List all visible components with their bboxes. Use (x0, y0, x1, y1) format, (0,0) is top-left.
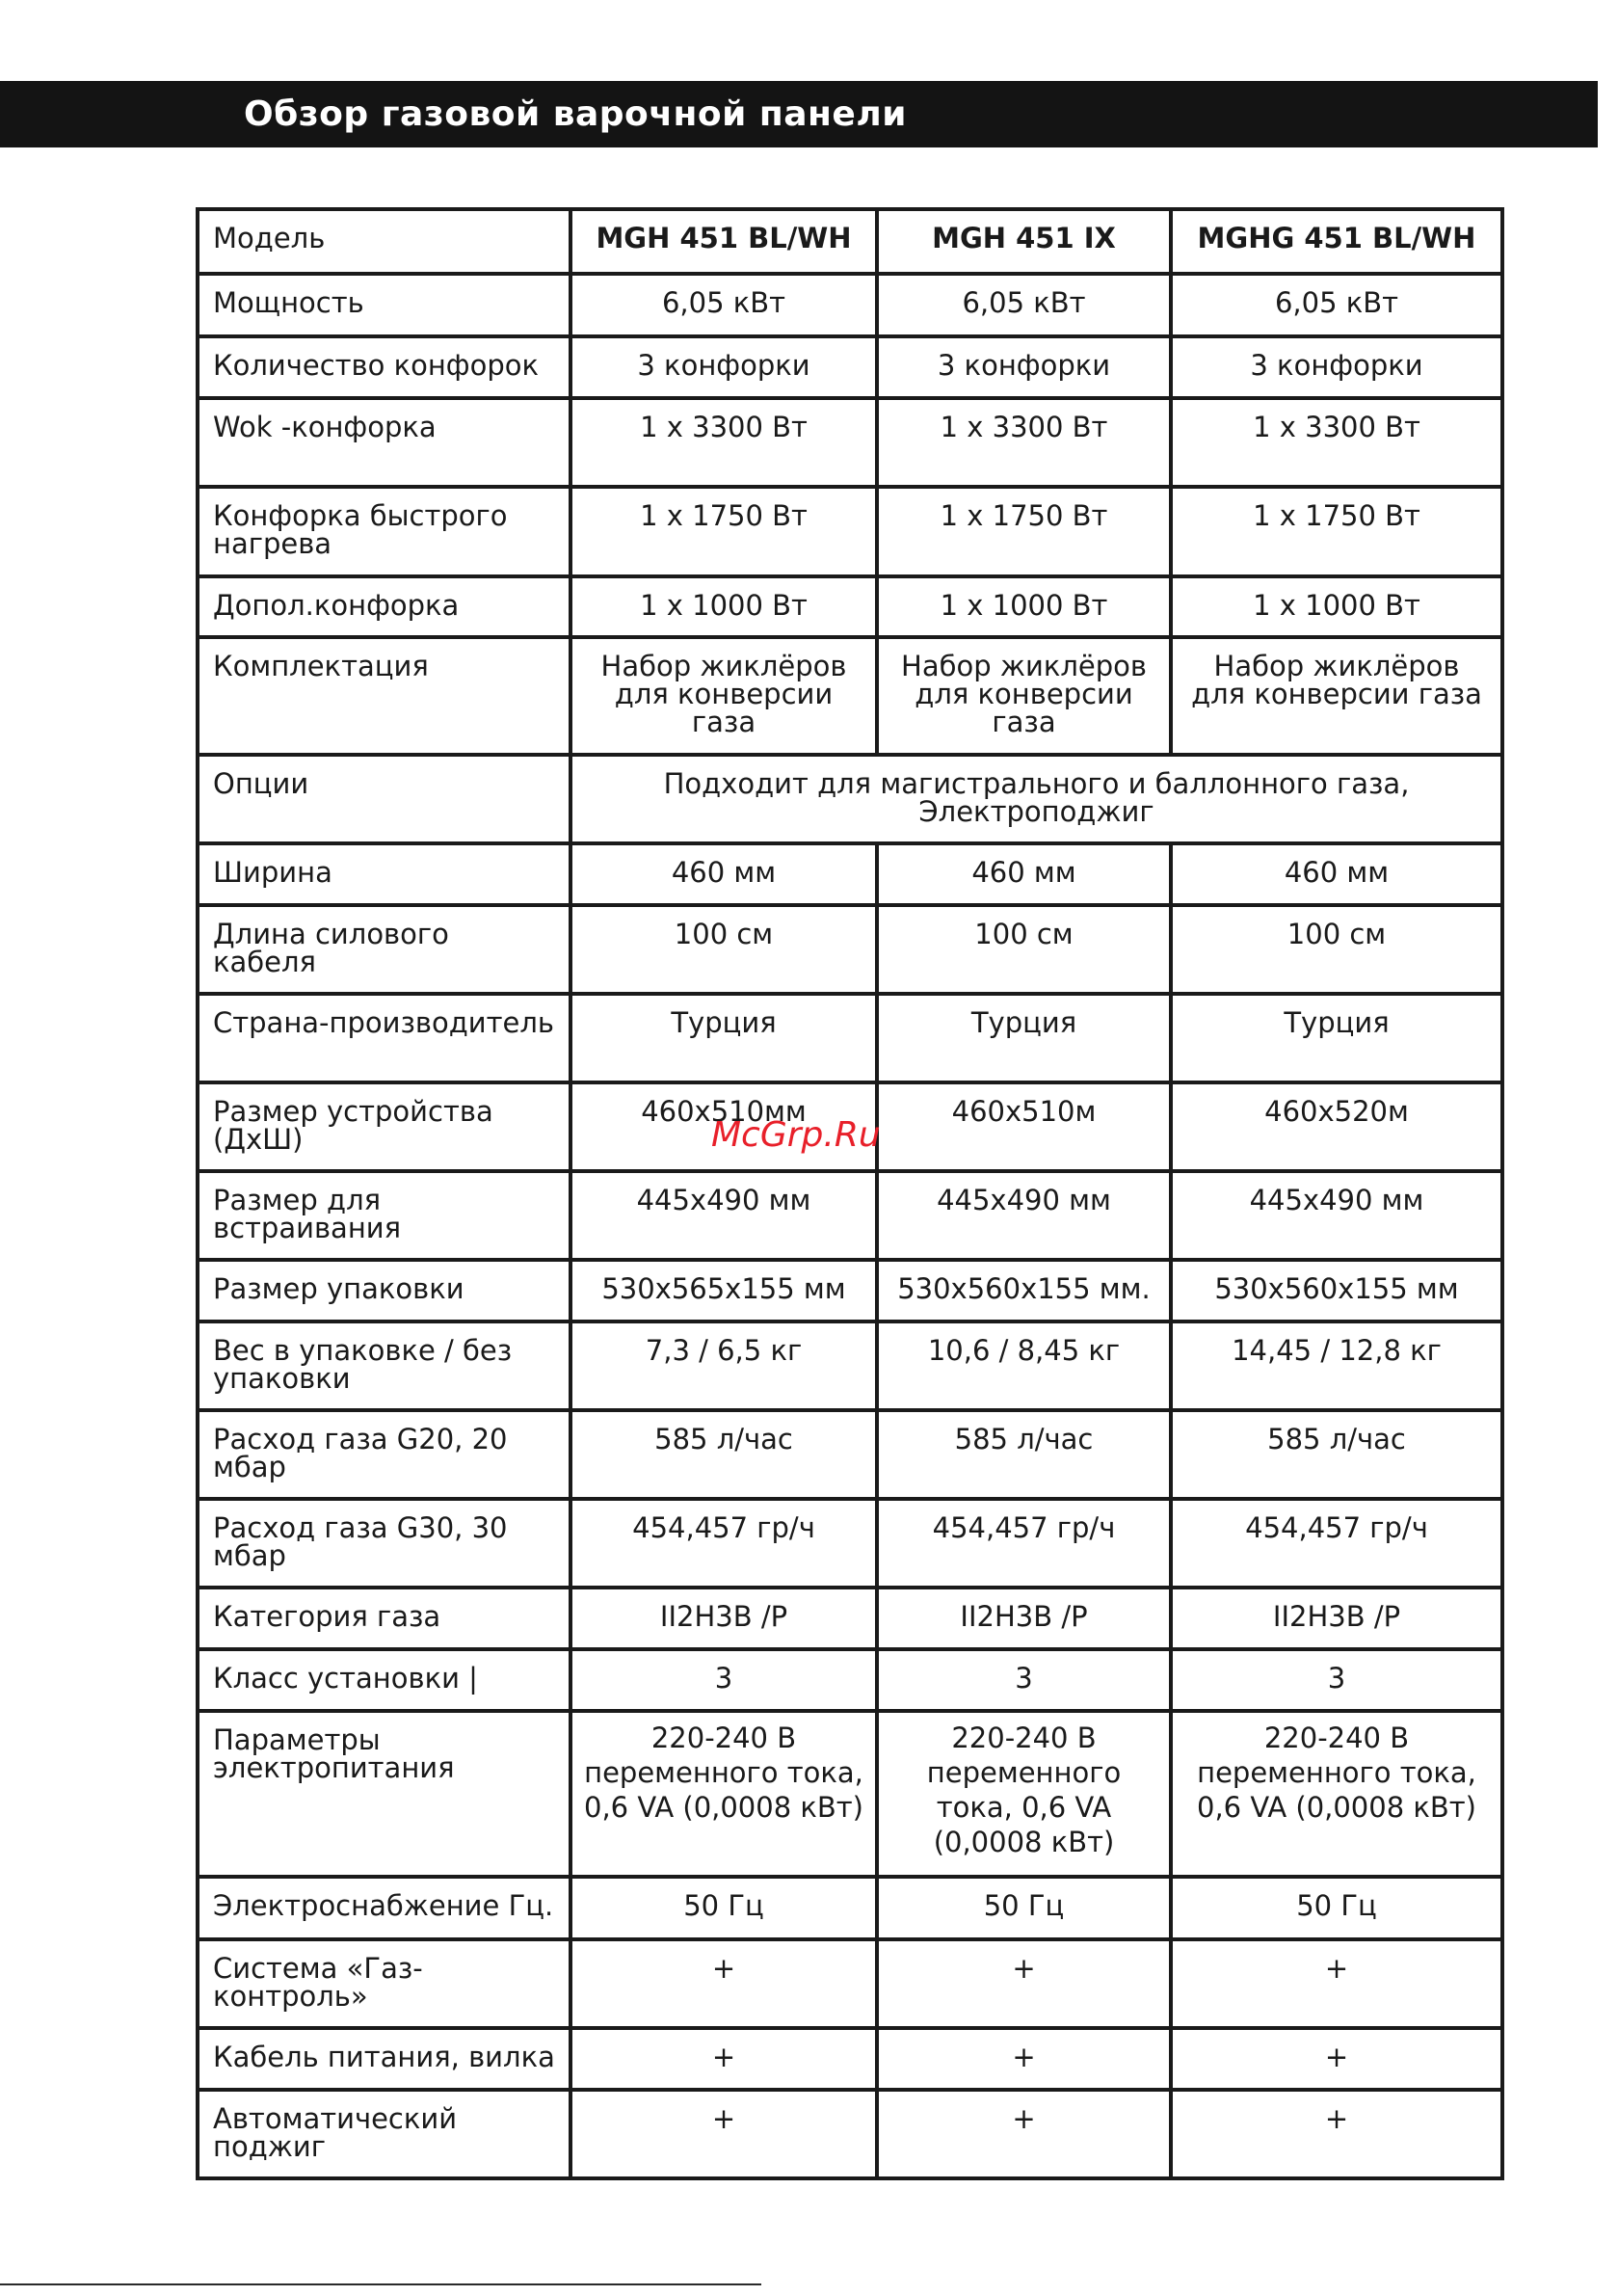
cell-value: + (570, 2028, 877, 2090)
cell-value: 1 x 1000 Вт (877, 576, 1171, 637)
table-row (198, 1171, 1502, 1260)
cell-value: 3 конфорки (877, 336, 1171, 398)
row-label: Расход газа G30, 30 мбар (198, 1499, 570, 1588)
cell-value: 50 Гц (1171, 1877, 1502, 1939)
row-label: Электроснабжение Гц. (198, 1877, 570, 1939)
cell-value: 3 (1171, 1649, 1502, 1711)
cell-value: 3 (877, 1649, 1171, 1711)
cell-value: 454,457 гр/ч (1171, 1499, 1502, 1588)
cell-value: 100 см (1171, 905, 1502, 994)
cell-value: 460 мм (877, 843, 1171, 905)
cell-value: 1 x 1000 Вт (570, 576, 877, 637)
footer-divider (0, 2283, 761, 2285)
cell-value: II2H3B /P (877, 1588, 1171, 1649)
row-label: Вес в упаковке / без упаковки (198, 1322, 570, 1410)
cell-value: + (570, 2090, 877, 2178)
table-row (198, 2090, 1502, 2178)
cell-value: + (1171, 2028, 1502, 2090)
cell-value: + (877, 2028, 1171, 2090)
cell-value: 1 x 1750 Вт (1171, 487, 1502, 576)
row-label: Размер упаковки (198, 1260, 570, 1322)
cell-value: 1 x 1750 Вт (570, 487, 877, 576)
row-label: Опции (198, 755, 570, 843)
cell-value: 6,05 кВт (570, 274, 877, 336)
cell-value: 50 Гц (877, 1877, 1171, 1939)
cell-value-merged: Подходит для магистрального и баллонного газа, Электроподжиг (570, 755, 1502, 843)
table-row (198, 487, 1502, 576)
cell-value: 460 мм (570, 843, 877, 905)
row-label: Мощность (198, 274, 570, 336)
table-row (198, 1877, 1502, 1939)
watermark: McGrp.Ru (711, 1115, 881, 1155)
cell-value: 220-240 В переменного тока, 0,6 VA (0,0008 кВт) (1171, 1711, 1502, 1877)
cell-value: 6,05 кВт (877, 274, 1171, 336)
table-row (198, 1499, 1502, 1588)
table-row (198, 843, 1502, 905)
cell-value: Набор жиклёров для конверсии газа (877, 637, 1171, 755)
cell-value: Набор жиклёров для конверсии газа (570, 637, 877, 755)
cell-value: II2H3B /P (570, 1588, 877, 1649)
row-label: Класс установки | (198, 1649, 570, 1711)
cell-value: 3 конфорки (1171, 336, 1502, 398)
cell-value: 1 x 3300 Вт (570, 398, 877, 487)
row-label: Конфорка быстрого нагрева (198, 487, 570, 576)
table-row (198, 398, 1502, 487)
row-label: Страна-производитель (198, 994, 570, 1082)
cell-value: 100 см (570, 905, 877, 994)
cell-value: 585 л/час (1171, 1410, 1502, 1499)
spec-table (196, 207, 1504, 2180)
cell-value: 1 x 3300 Вт (877, 398, 1171, 487)
cell-value: Набор жиклёров для конверсии газа (1171, 637, 1502, 755)
table-row (198, 1939, 1502, 2028)
cell-value: + (877, 2090, 1171, 2178)
row-label: Кабель питания, вилка (198, 2028, 570, 2090)
table-row (198, 1322, 1502, 1410)
cell-value: II2H3B /P (1171, 1588, 1502, 1649)
cell-value: 530x560x155 мм (1171, 1260, 1502, 1322)
row-label: Ширина (198, 843, 570, 905)
cell-value: Турция (1171, 994, 1502, 1082)
cell-value: MGH 451 BL/WH (570, 209, 877, 274)
cell-value: 460 мм (1171, 843, 1502, 905)
row-label: Комплектация (198, 637, 570, 755)
row-label: Параметры электропитания (198, 1711, 570, 1877)
cell-value: + (877, 1939, 1171, 2028)
cell-value: 454,457 гр/ч (877, 1499, 1171, 1588)
row-label: Расход газа G20, 20 мбар (198, 1410, 570, 1499)
table-row (198, 994, 1502, 1082)
cell-value: 460x510мм (570, 1082, 877, 1171)
cell-value: 3 конфорки (570, 336, 877, 398)
table-row (198, 1588, 1502, 1649)
cell-value: Турция (570, 994, 877, 1082)
cell-value: 530x565x155 мм (570, 1260, 877, 1322)
row-label: Размер для встраивания (198, 1171, 570, 1260)
cell-value: 10,6 / 8,45 кг (877, 1322, 1171, 1410)
table-row (198, 576, 1502, 637)
table-row (198, 274, 1502, 336)
table-row (198, 336, 1502, 398)
cell-value: 460x510м (877, 1082, 1171, 1171)
cell-value: 445x490 мм (570, 1171, 877, 1260)
row-label: Система «Газ- контроль» (198, 1939, 570, 2028)
row-label: Автоматический поджиг (198, 2090, 570, 2178)
row-label: Wok -конфорка (198, 398, 570, 487)
cell-value: 585 л/час (570, 1410, 877, 1499)
cell-value: MGHG 451 BL/WH (1171, 209, 1502, 274)
row-label: Категория газа (198, 1588, 570, 1649)
row-label: Допол.конфорка (198, 576, 570, 637)
cell-value: 14,45 / 12,8 кг (1171, 1322, 1502, 1410)
table-row (198, 2028, 1502, 2090)
cell-value: 1 x 1000 Вт (1171, 576, 1502, 637)
cell-value: + (1171, 1939, 1502, 2028)
cell-value: 100 см (877, 905, 1171, 994)
row-label: Количество конфорок (198, 336, 570, 398)
cell-value: Турция (877, 994, 1171, 1082)
cell-value: 445x490 мм (1171, 1171, 1502, 1260)
table-row (198, 905, 1502, 994)
cell-value: 585 л/час (877, 1410, 1171, 1499)
page-title: Обзор газовой варочной панели (244, 94, 907, 134)
cell-value: 1 x 3300 Вт (1171, 398, 1502, 487)
cell-value: 530x560x155 мм. (877, 1260, 1171, 1322)
cell-value: 3 (570, 1649, 877, 1711)
cell-value: 50 Гц (570, 1877, 877, 1939)
cell-value: MGH 451 IX (877, 209, 1171, 274)
cell-value: 7,3 / 6,5 кг (570, 1322, 877, 1410)
cell-value: 454,457 гр/ч (570, 1499, 877, 1588)
table-row (198, 1260, 1502, 1322)
row-label: Размер устройства (ДхШ) (198, 1082, 570, 1171)
cell-value: + (1171, 2090, 1502, 2178)
cell-value: 6,05 кВт (1171, 274, 1502, 336)
row-label: Модель (198, 209, 570, 274)
cell-value: 1 x 1750 Вт (877, 487, 1171, 576)
row-label: Длина силового кабеля (198, 905, 570, 994)
table-row (198, 1410, 1502, 1499)
cell-value: 220-240 В переменного тока, 0,6 VA (0,0008 кВт) (877, 1711, 1171, 1877)
table-row (198, 1649, 1502, 1711)
cell-value: 445x490 мм (877, 1171, 1171, 1260)
table-row (198, 755, 1502, 843)
table-row (198, 209, 1502, 274)
table-row (198, 637, 1502, 755)
cell-value: 460x520м (1171, 1082, 1502, 1171)
table-row (198, 1711, 1502, 1877)
cell-value: + (570, 1939, 877, 2028)
cell-value: 220-240 В переменного тока, 0,6 VA (0,0008 кВт) (570, 1711, 877, 1877)
header-banner (0, 81, 1598, 147)
